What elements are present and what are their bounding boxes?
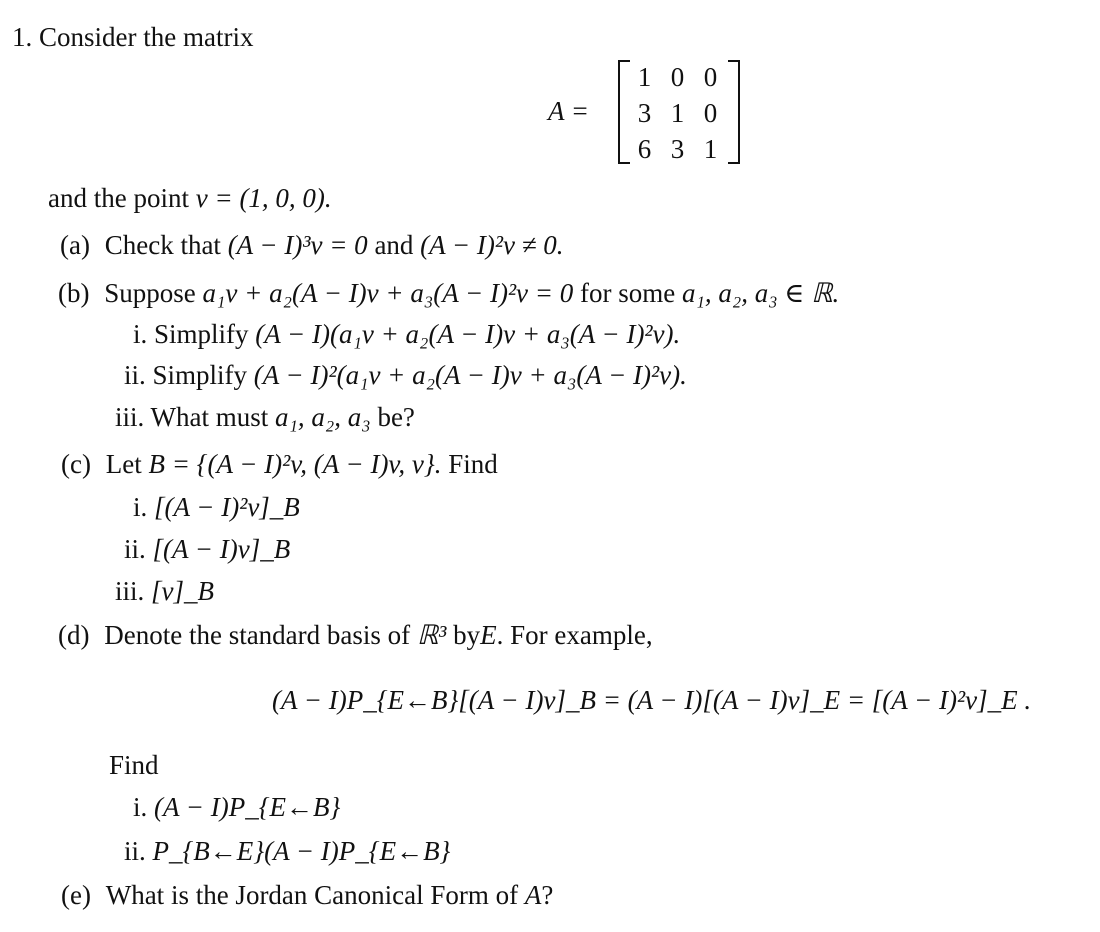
math-expr: (A − I)²v ≠ 0.: [420, 230, 564, 260]
subpart-label: ii.: [124, 534, 146, 564]
point-line: [48, 185, 332, 212]
subpart-label: ii.: [124, 836, 146, 866]
math-expr: A: [524, 880, 542, 910]
matrix-cell: 1: [637, 62, 652, 92]
math-expr: a₁v + a₂(A − I)v + a₃(A − I)²v = 0: [202, 278, 574, 308]
matrix-cell: 3: [637, 98, 652, 128]
math-expr: [(A − I)v]_B: [152, 534, 291, 564]
problem-number: 1.: [12, 22, 33, 52]
matrix-lhs: A =: [548, 96, 589, 126]
part-c-i: [133, 494, 300, 521]
part-b-iii: [115, 404, 415, 431]
part-b: [58, 280, 839, 307]
part-c-ii: [124, 536, 290, 563]
part-text: Simplify: [152, 360, 248, 390]
part-d-ii: [124, 838, 450, 865]
problem-intro: Consider the matrix: [39, 22, 254, 52]
matrix-right-bracket: [728, 60, 740, 164]
subpart-label: iii.: [115, 576, 145, 606]
part-text: Suppose: [104, 278, 196, 308]
part-e: [61, 882, 553, 909]
math-expr: [(A − I)²v]_B: [154, 492, 300, 522]
matrix-grid: [628, 58, 728, 162]
part-d: [58, 622, 653, 649]
matrix-cell: 3: [670, 134, 685, 164]
math-expr: ℝ³: [416, 620, 447, 650]
point-prefix: and the point: [48, 183, 189, 213]
subpart-label: ii.: [124, 360, 146, 390]
part-c: [61, 451, 498, 478]
matrix-cell: 6: [637, 134, 652, 164]
part-b-i: [133, 321, 680, 348]
part-text: Check that: [104, 230, 221, 260]
part-text: Denote the standard basis of: [104, 620, 411, 650]
math-expr: a₁, a₂, a₃ ∈ ℝ.: [682, 278, 840, 308]
math-expr: (A − I)(a₁v + a₂(A − I)v + a₃(A − I)²v).: [255, 319, 681, 349]
point-expr: v = (1, 0, 0).: [195, 183, 332, 213]
part-text: What must: [150, 402, 269, 432]
part-text: by: [453, 620, 481, 650]
display-equation: (A − I)P_{E←B}[(A − I)v]_B = (A − I)[(A − I)v]_E = [(A − I)²v]_E .: [272, 685, 1032, 715]
math-expr: (A − I)²(a₁v + a₂(A − I)v + a₃(A − I)²v).: [253, 360, 687, 390]
part-text: ?: [541, 880, 554, 910]
math-expr: (A − I)P_{E←B}: [154, 792, 341, 822]
math-expr: a₁, a₂, a₃: [275, 402, 371, 432]
part-text: Find: [448, 449, 498, 479]
subpart-label: i.: [133, 319, 148, 349]
part-text: and: [374, 230, 414, 260]
matrix-cell: 1: [670, 98, 685, 128]
part-label: (e): [61, 880, 91, 910]
part-label: (b): [58, 278, 90, 308]
math-expr: P_{B←E}(A − I)P_{E←B}: [152, 836, 451, 866]
part-text: Let: [105, 449, 142, 479]
part-label: (a): [60, 230, 90, 260]
matrix-cell: 0: [703, 62, 718, 92]
part-text: for some: [580, 278, 676, 308]
part-text: What is the Jordan Canonical Form of: [105, 880, 519, 910]
part-label: (c): [61, 449, 91, 479]
part-b-ii: [124, 362, 687, 389]
matrix-cell: 1: [703, 134, 718, 164]
part-d-find: Find: [109, 750, 159, 780]
matrix-cell: 0: [703, 98, 718, 128]
part-a: [60, 232, 564, 259]
part-d-i: [133, 794, 340, 821]
part-c-iii: [115, 578, 214, 605]
math-expr: E: [480, 620, 497, 650]
part-label: (d): [58, 620, 90, 650]
problem-heading: [12, 24, 253, 51]
part-text: be?: [377, 402, 415, 432]
subpart-label: i.: [133, 792, 148, 822]
math-expr: (A − I)³v = 0: [227, 230, 368, 260]
math-expr: B = {(A − I)²v, (A − I)v, v}.: [148, 449, 442, 479]
math-expr: [v]_B: [151, 576, 215, 606]
matrix-cell: 0: [670, 62, 685, 92]
subpart-label: i.: [133, 492, 148, 522]
part-text: . For example,: [496, 620, 653, 650]
subpart-label: iii.: [115, 402, 145, 432]
part-text: Simplify: [154, 319, 249, 349]
